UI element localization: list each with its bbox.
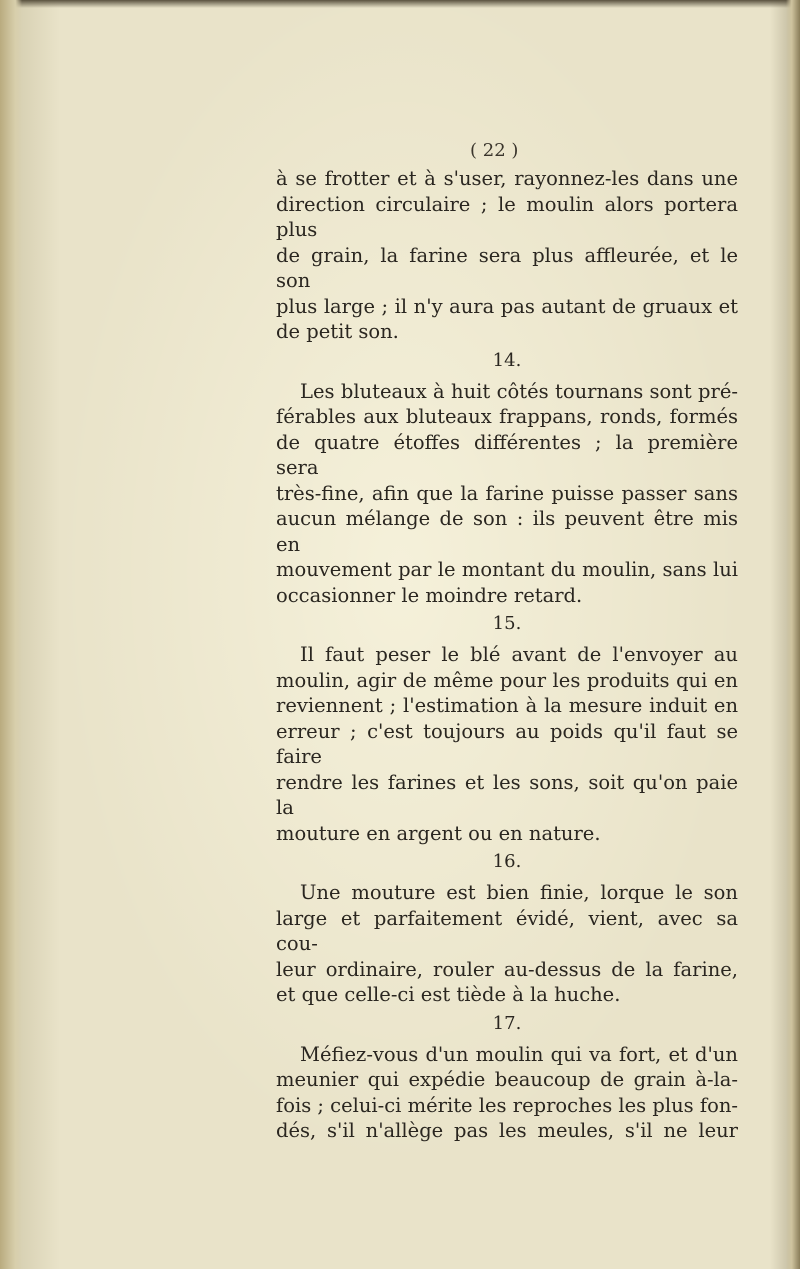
page-top-shadow	[0, 0, 800, 8]
paragraph-13-continuation	[276, 166, 738, 345]
section-number-16: 16.	[492, 851, 522, 872]
text-block	[276, 166, 738, 1144]
text-line: fois ; celui-ci mérite les reproches les plus fon-	[276, 1093, 738, 1117]
text-line: Une mouture est bien finie, lorque le son	[300, 881, 738, 904]
section-number-15: 15.	[492, 613, 522, 634]
text-line: Les bluteaux à huit côtés tournans sont pré-	[300, 379, 738, 403]
text-line: mouture en argent ou en nature.	[276, 821, 601, 845]
text-line: mouvement par le montant du moulin, sans lui	[276, 558, 738, 581]
text-line: moulin, agir de même pour les produits qui en	[276, 668, 738, 692]
page-left-edge	[0, 0, 22, 1269]
text-line: plus large ; il n'y aura pas autant de gruaux et	[276, 294, 738, 318]
text-line: direction circulaire ; le moulin alors portera plus	[276, 192, 738, 241]
text-line: dés, s'il n'allège pas les meules, s'il ne leur	[276, 1119, 738, 1142]
text-line: de petit son.	[276, 320, 399, 343]
text-line: et que celle-ci est tiède à la huche.	[276, 983, 621, 1006]
text-line: de quatre étoffes différentes ; la première sera	[276, 430, 738, 479]
text-line: meunier qui expédie beaucoup de grain à-la-	[276, 1068, 738, 1091]
page-number: ( 22 )	[470, 140, 519, 161]
text-line: reviennent ; l'estimation à la mesure induit en	[276, 694, 738, 717]
page-right-edge	[786, 0, 800, 1269]
text-line: très-fine, afin que la farine puisse passer sans	[276, 481, 738, 505]
text-line: leur ordinaire, rouler au-dessus de la farine,	[276, 957, 738, 981]
paragraph-14	[276, 379, 738, 609]
paragraph-16	[276, 880, 738, 1008]
text-line: aucun mélange de son : ils peuvent être mis en	[276, 507, 738, 556]
text-line: férables aux bluteaux frappans, ronds, formés	[276, 405, 738, 428]
paragraph-15	[276, 642, 738, 846]
text-line: de grain, la farine sera plus affleurée, et le son	[276, 243, 738, 292]
text-line: occasionner le moindre retard.	[276, 583, 583, 607]
section-number-17: 17.	[492, 1012, 522, 1034]
section-number-14: 14.	[492, 349, 522, 371]
text-line: large et parfaitement évidé, vient, avec sa cou-	[276, 906, 738, 955]
text-line: Méfiez-vous d'un moulin qui va fort, et d'un	[300, 1042, 738, 1066]
text-line: rendre les farines et les sons, soit qu'on paie la	[276, 770, 738, 819]
text-line: erreur ; c'est toujours au poids qu'il faut se faire	[276, 719, 738, 768]
text-line: à se frotter et à s'user, rayonnez-les dans une	[276, 167, 738, 190]
paragraph-17	[276, 1042, 738, 1144]
text-line: Il faut peser le blé avant de l'envoyer au	[300, 643, 738, 666]
